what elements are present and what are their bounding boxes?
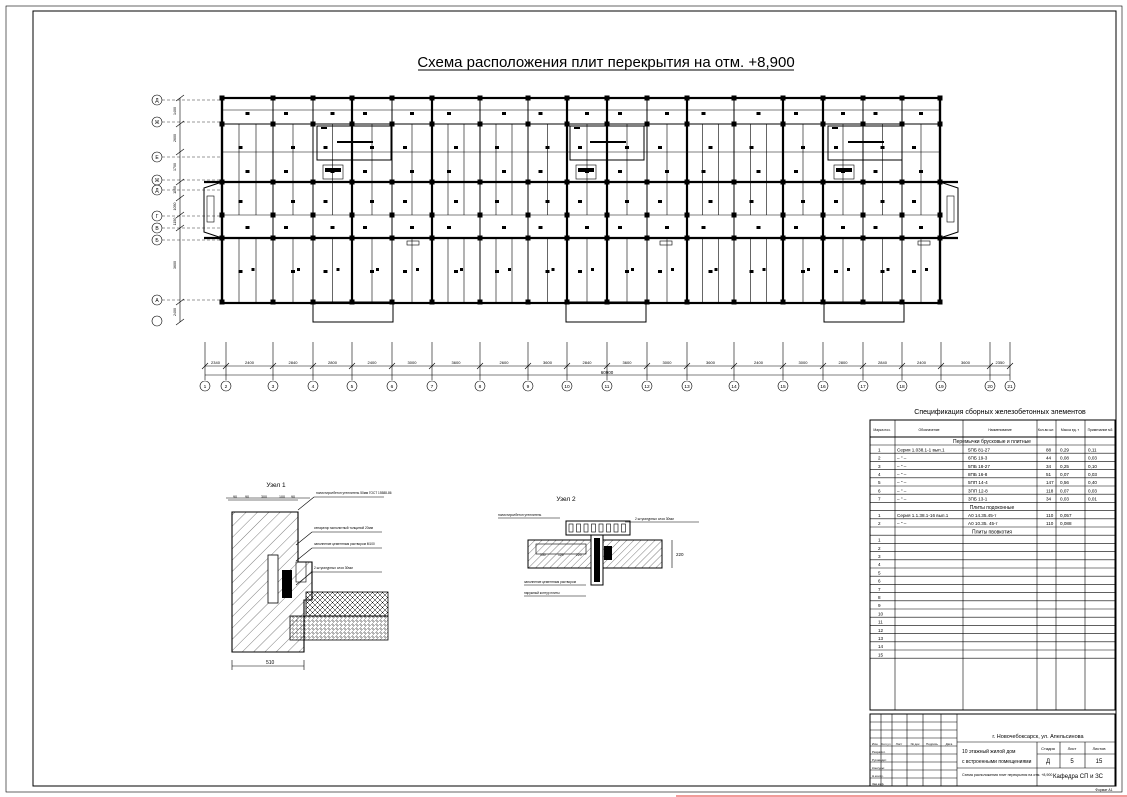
- stamp-stage: Д: [1045, 759, 1051, 765]
- node1-dim: 90: [291, 495, 295, 499]
- spec-cell: – " –: [897, 480, 907, 486]
- spec-row-number: 14: [878, 644, 884, 650]
- axis-letter-label: Б: [155, 238, 159, 244]
- node1-dim: 90: [233, 495, 237, 499]
- axis-number-label: 18: [899, 385, 905, 390]
- node1-dim: 300: [261, 495, 267, 499]
- spec-row-number: 2: [878, 545, 881, 551]
- left-dim-label: 1150: [173, 186, 177, 194]
- node2-note: 2 штукатурных слоя 30мм: [635, 517, 674, 521]
- spec-cell: 0,56: [1060, 480, 1069, 486]
- spec-cell: 7: [878, 496, 881, 502]
- spec-cell: 44: [1046, 455, 1052, 461]
- spec-cell: 1: [878, 513, 881, 518]
- spec-cell: 0,088: [1060, 521, 1072, 527]
- bottom-dim-label: 3000: [662, 360, 672, 365]
- spec-cell: А0 14.35.45-т: [968, 513, 997, 518]
- spec-cell: А0 10.35. 45-т: [968, 521, 998, 527]
- spec-cell: 0,25: [1060, 463, 1069, 469]
- spec-title: Спецификация сборных железобетонных элементов: [914, 409, 1086, 416]
- spec-cell: 0,01: [1088, 496, 1097, 502]
- node2-side-dim: 220: [676, 552, 684, 557]
- stamp-city: г. Новочебоксарск, ул. Апельсинова: [992, 734, 1084, 740]
- spec-cell: 5ПБ 81-27: [968, 447, 990, 453]
- axis-number-label: 15: [780, 385, 786, 390]
- spec-cell: 118: [1046, 488, 1054, 494]
- spec-row-number: 11: [878, 619, 883, 625]
- node1-dim: 90: [245, 495, 249, 499]
- stamp-role-label: Руководит.: [872, 758, 887, 762]
- spec-section-2: Плиты подоконные: [969, 504, 1015, 511]
- bottom-dim-label: 2400: [245, 360, 254, 365]
- bottom-dim-label: 3600: [543, 360, 552, 365]
- stamp-sheet: 5: [1070, 759, 1074, 765]
- spec-cell: 4: [878, 472, 881, 477]
- spec-row-number: 15: [878, 652, 884, 658]
- spec-cell: 0,03: [1060, 496, 1069, 502]
- spec-cell: 3ПП 12-8: [968, 488, 988, 494]
- spec-section-3: Плиты пвовкотия: [971, 529, 1013, 536]
- node2-note: полистиролбетон утеплитель: [498, 513, 542, 517]
- bottom-dim-label: 2840: [288, 360, 298, 365]
- node1-note: полистиролбетон утеплитель 50мм ГОСТ 15588-86: [316, 491, 392, 495]
- axis-number-label: 10: [564, 385, 570, 390]
- spec-cell: 110: [1046, 521, 1054, 527]
- left-dim-label: 1150: [173, 217, 177, 226]
- spec-row-number: 10: [878, 611, 884, 617]
- stamp-col-label: Изм.: [871, 742, 879, 746]
- axis-number-label: 4: [311, 385, 315, 390]
- stamp-sheets: 15: [1095, 759, 1103, 765]
- axis-letter-label: В: [155, 226, 159, 232]
- bottom-dim-label: 2340: [211, 360, 220, 365]
- axis-number-label: 20: [987, 385, 993, 390]
- left-dim-label: 1700: [173, 163, 177, 171]
- bottom-dim-label: 2400: [754, 360, 763, 365]
- spec-cell: 88: [1046, 447, 1052, 453]
- axis-number-label: 1: [203, 385, 207, 390]
- stamp-sheet-label: Лист: [1067, 746, 1077, 751]
- stamp-sheet-desc: Схема расположения плит перекрытия на отм. +8,900: [962, 773, 1053, 777]
- stamp-role-label: Консульт.: [872, 766, 885, 770]
- spec-cell: – " –: [897, 455, 907, 461]
- spec-row-number: 5: [878, 570, 881, 576]
- bottom-dim-label: 2800: [328, 360, 337, 365]
- axis-number-label: 13: [684, 385, 690, 390]
- bottom-dim-label: 2840: [582, 360, 592, 365]
- node2-note: наружный контур плиты: [524, 591, 560, 595]
- left-dim-label: 1050: [173, 202, 177, 211]
- spec-cell: 110: [1046, 513, 1054, 518]
- axis-letter-label: Д: [155, 188, 159, 194]
- node1-note: заполнение цементным раствором М100: [314, 542, 375, 546]
- axis-number-label: 17: [860, 385, 866, 390]
- spec-cell: 3: [878, 463, 881, 469]
- spec-cell: 51: [1046, 472, 1052, 477]
- node1-note: сепаратор монолитный толщиной 20мм: [314, 526, 373, 530]
- spec-section-1: Перемычки брусковые и плитные: [953, 439, 1031, 445]
- bottom-dim-label: 2400: [367, 360, 377, 365]
- spec-cell: 5ПП 14-4: [968, 480, 988, 486]
- stamp-col-label: Кол.уч: [881, 742, 891, 746]
- node1-dim: 100: [279, 495, 285, 499]
- axis-number-label: 19: [938, 385, 944, 390]
- spec-cell: 5: [878, 480, 881, 486]
- spec-header: Масса ед. т: [1060, 428, 1080, 432]
- stamp-role-label: Разработ.: [872, 750, 886, 754]
- left-dim-label: 2400: [173, 308, 177, 316]
- spec-cell: Серия 1.1.38.1-16 вып.1: [897, 513, 949, 518]
- spec-cell: – " –: [897, 488, 907, 494]
- spec-cell: 6: [878, 488, 881, 494]
- spec-cell: 0,29: [1060, 447, 1069, 453]
- bottom-dim-label: 2840: [878, 360, 887, 365]
- stamp-department: Кафедра СП и ЗС: [1052, 774, 1104, 780]
- spec-cell: 147: [1046, 480, 1054, 486]
- spec-cell: 5ПБ 18-27: [968, 463, 990, 469]
- spec-row-number: 7: [878, 586, 881, 592]
- stamp-col-label: Подпись: [926, 742, 938, 746]
- stamp-role-label: Н.контр.: [872, 774, 884, 778]
- bottom-dim-label: 3600: [622, 360, 632, 365]
- stamp-col-label: Лист: [895, 742, 903, 746]
- spec-cell: 0,07: [1060, 472, 1069, 477]
- axis-letter-label: Ж: [154, 120, 160, 126]
- axis-number-label: 14: [731, 385, 737, 390]
- spec-cell: 6ПБ 19-3: [968, 455, 988, 461]
- axis-number-label: 16: [820, 385, 826, 390]
- spec-header: Кол-во шт.: [1037, 428, 1055, 432]
- spec-cell: 0,03: [1088, 472, 1097, 477]
- axis-number-label: 3: [271, 385, 275, 390]
- axis-letter-label: Д: [155, 98, 159, 104]
- axis-number-label: 12: [644, 385, 650, 390]
- left-dim-label: 3600: [173, 261, 177, 269]
- axis-number-label: 21: [1007, 385, 1013, 390]
- spec-cell: 0,40: [1088, 480, 1097, 486]
- axis-number-label: 11: [604, 385, 610, 390]
- spec-cell: 0,10: [1088, 463, 1097, 469]
- stamp-col-label: № док: [910, 742, 920, 746]
- spec-header: Марка поз.: [873, 428, 891, 432]
- bottom-dim-label: 2400: [917, 360, 926, 365]
- node1-note: 2 штукатурных слоя 30мм: [314, 566, 353, 570]
- spec-cell: 0,03: [1088, 488, 1097, 494]
- spec-cell: 2: [878, 521, 881, 527]
- spec-cell: Серия 1.038.1-1 вып.1: [897, 447, 945, 453]
- spec-cell: 34: [1046, 496, 1052, 502]
- spec-row-number: 4: [878, 562, 881, 568]
- spec-cell: 0,11: [1088, 447, 1097, 453]
- bottom-dim-label: 3000: [407, 360, 417, 365]
- bottom-dim-label: 2350: [995, 360, 1005, 365]
- spec-header: Примечание м3: [1087, 428, 1113, 432]
- node2-dim: 120: [558, 553, 564, 557]
- drawing-title: Схема расположения плит перекрытия на отм. +8,900: [417, 54, 795, 71]
- total-dim-label: 60900: [600, 370, 614, 375]
- axis-letter-label: Г: [155, 214, 159, 220]
- bottom-dim-label: 3600: [706, 360, 715, 365]
- spec-row-number: 6: [878, 578, 881, 584]
- stamp-stage-label: Стадия: [1041, 746, 1055, 751]
- spec-cell: 0,03: [1088, 455, 1097, 461]
- axis-number-label: 9: [526, 385, 530, 390]
- spec-cell: – " –: [897, 472, 907, 477]
- stamp-col-label: Дата: [945, 742, 953, 746]
- stamp-project-line2: с встроенными помещениями: [962, 759, 1032, 765]
- spec-cell: 8ПБ 16-8: [968, 472, 988, 477]
- axis-number-label: 5: [350, 385, 354, 390]
- spec-row-number: 8: [878, 595, 881, 600]
- spec-row-number: 9: [878, 603, 881, 609]
- spec-cell: – " –: [897, 521, 907, 527]
- spec-cell: 0,057: [1060, 513, 1072, 518]
- left-dim-label: 1400: [173, 107, 177, 115]
- bottom-dim-label: 3600: [451, 360, 461, 365]
- axis-letter-label: Ж: [154, 178, 160, 184]
- node1-bottom-dim: 510: [266, 660, 275, 666]
- axis-number-label: 8: [478, 385, 482, 390]
- bottom-dim-label: 3600: [961, 360, 970, 365]
- axis-letter-label: А: [155, 298, 159, 304]
- spec-cell: – " –: [897, 496, 907, 502]
- spec-cell: 1: [878, 447, 881, 453]
- spec-cell: 34: [1046, 463, 1052, 469]
- bottom-dim-label: 3000: [798, 360, 808, 365]
- spec-row-number: 13: [878, 636, 884, 641]
- axis-letter-label: Е: [155, 155, 159, 161]
- left-dim-label: 2600: [173, 134, 177, 142]
- spec-cell: 0,08: [1060, 455, 1069, 461]
- spec-cell: 3ПБ 13-1: [968, 496, 988, 502]
- spec-row-number: 3: [878, 554, 881, 559]
- spec-cell: 2: [878, 455, 881, 461]
- spec-cell: 0,07: [1060, 488, 1069, 494]
- spec-cell: – " –: [897, 463, 907, 469]
- bottom-dim-label: 2800: [838, 360, 848, 365]
- spec-header: Обозначение: [918, 428, 940, 432]
- bottom-dim-label: 2600: [499, 360, 509, 365]
- node2-dim: 220: [576, 553, 582, 557]
- stamp-project-line1: 10 этажный жилой дом: [962, 749, 1016, 755]
- axis-number-label: 2: [224, 385, 228, 390]
- node1-title: Узел 1: [266, 482, 286, 489]
- stamp-format: Формат А1: [1095, 788, 1113, 792]
- spec-row-number: 1: [878, 537, 881, 543]
- spec-header: Наименование: [988, 428, 1012, 432]
- axis-number-label: 7: [430, 385, 434, 390]
- node2-dim: 130: [540, 553, 546, 557]
- axis-number-label: 6: [390, 385, 394, 390]
- stamp-sheets-label: Листов: [1092, 746, 1106, 751]
- node2-title: Узел 2: [556, 496, 576, 503]
- spec-row-number: 12: [878, 627, 884, 633]
- node2-note: заполнение цементным раствором: [524, 580, 576, 584]
- stamp-role-label: Зав.каф.: [872, 782, 885, 786]
